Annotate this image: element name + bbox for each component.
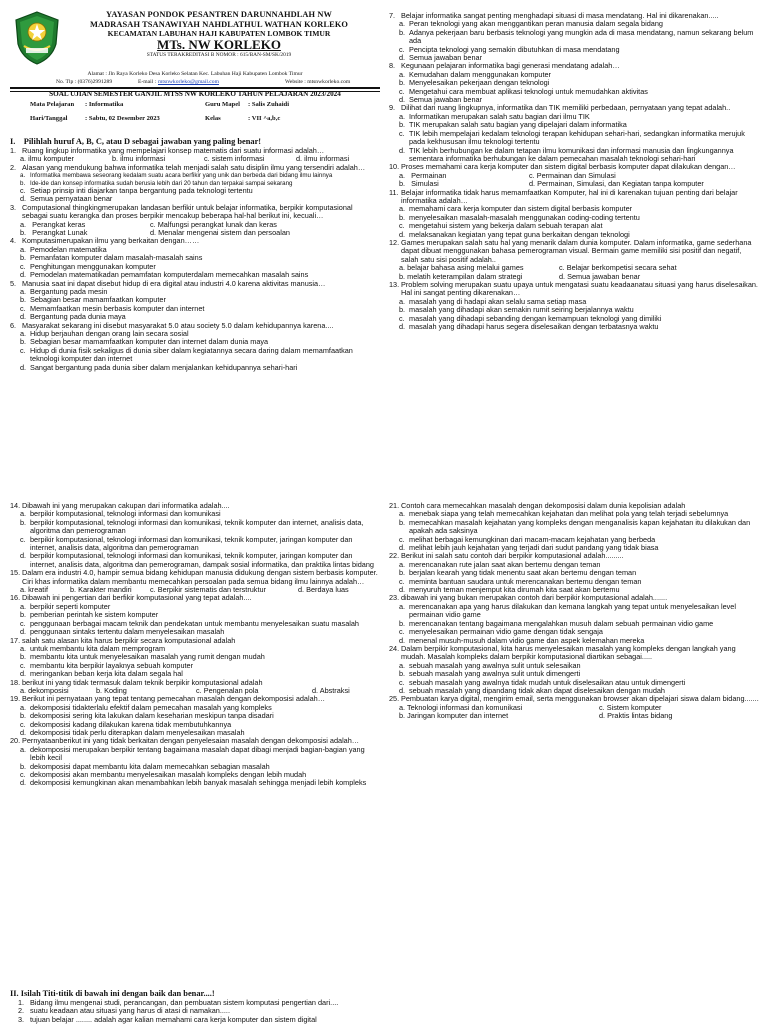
- question-text: Dibawah ini yang merupakan cakupan dari informatika adalah....: [22, 501, 230, 510]
- option-d[interactable]: d. Semua jawaban benar: [389, 96, 759, 104]
- question-text: Belajar informatika tidak harus memamfaatkan Komputer, hal ini di karenakan tujuan penting dari belajar informatika adalah…: [401, 187, 738, 205]
- question-text: Kegunaan pelajaran informatika bagi generasi mendatang adalah…: [401, 61, 620, 71]
- question-number: 25.: [389, 694, 400, 704]
- option-text: TIK lebih berhubungan ke dalam tetapan ilmu komunikasi dan informasi manusia dan lingkungannya sementara informatika berhubungan ke dalam pemecahan masalah teknologi sehari-hari: [409, 145, 734, 163]
- option-b[interactable]: b. Sebagian besar mamamfaatkan komputer dan internet dalam dunia maya: [10, 338, 380, 346]
- option-c[interactable]: c. Malfungsi perangkat lunak dan keras: [150, 219, 277, 229]
- school-address: Alamat : Jln Raya Korleko Desa Korleko Selatan Kec. Labuhan Haji Kabupaten Lombok Timur: [87, 71, 303, 77]
- option-a[interactable]: a. Pemodelan matematika: [10, 246, 380, 254]
- option-c[interactable]: c. Memamfaatkan mesin berbasis komputer dan internet: [10, 305, 380, 313]
- option-a[interactable]: a. Teknologi informasi dan komunikasi: [399, 702, 523, 712]
- option-text: merencanakan tentang bagaimana mengalahkan musuh dalam sebuah permainan vidio game: [409, 618, 714, 628]
- option-c[interactable]: c. berpikir komputasional, teknologi informasi dan komunikasi, teknik komputer, jaringan komputer dan internet, analisis data, algoritma dan pemerograman: [10, 536, 380, 553]
- phone: No. Tlp : (0376)2991289: [56, 79, 113, 85]
- section1-instruction: Pilihlah huruf A, B, C, atau D sebagai jawaban yang paling benar!: [23, 137, 262, 146]
- option-text: Penghitungan menggunakan komputer: [30, 261, 156, 271]
- option-a[interactable]: a. dekomposisi tidakterlalu efektif dalam pemecahan masalah yang kompleks: [10, 704, 380, 712]
- teacher-label: Guru Mapel: [205, 101, 240, 108]
- option-text: Ide-ide dan konsep informatika sudah berusia lebih dari 20 tahun dan terpakai sampai sekarang: [30, 179, 293, 187]
- option-text: TIK lebih mempelajari kedalam teknologi terapan kehidupan sehari-hari, sedangkan informatika merujuk pada kekhususan ilmu teknologi tertentu: [409, 128, 745, 147]
- question-25-options: [389, 704, 759, 721]
- option-text: menyelesaikan masalah-masalah menggunakan coding-coding tertentu: [409, 212, 640, 222]
- option-b[interactable]: b. dekomposisi sering kita lakukan dalam keseharian meskipun tanpa disadari: [10, 712, 380, 720]
- accreditation: STATUS TERAKREDITASI B NOMOR : 615/BAN-SM/SK/2019: [146, 52, 292, 59]
- option-d[interactable]: d. Semua jawaban benar: [389, 54, 759, 62]
- option-c[interactable]: c. Penghitungan menggunakan komputer: [10, 263, 380, 271]
- option-b[interactable]: b. berpikir komputasional, teknologi informasi dan komunikasi, teknik komputer dan internet, analisis data, algoritma dan pemerograman: [10, 519, 380, 536]
- option-text: sebuah masalah yang awalnya sulit untuk selesaikan: [409, 660, 581, 670]
- option-a[interactable]: a. berpikir seperti komputer: [10, 603, 380, 611]
- option-text: Sebagian besar mamamfaatkan komputer dan internet dalam dunia maya: [30, 337, 269, 347]
- option-d[interactable]: d. meringankan beban kerja kita dalam segala hal: [10, 670, 380, 678]
- option-a[interactable]: a. Informatika membawa seseorang kedalam suatu acara berfikir yang unik dan berbeda dari bidang ilmu lainnya: [10, 172, 380, 179]
- question-text: Manusia saat ini dapat disebut hidup di era digital atau industri 4.0 karena aktivitas manusia…: [22, 278, 326, 288]
- option-text: Setiap prinsip inti diajarkan tanpa bergantung pada teknologi tertentu: [30, 186, 253, 196]
- question-number: 16.: [10, 593, 21, 603]
- option-a[interactable]: a. ilmu komputer: [20, 154, 74, 164]
- option-text: Mengetahui cara membuat aplikasi teknologi untuk memudahkan aktivitas: [409, 86, 648, 96]
- option-c[interactable]: c. masalah yang dihadapi sebanding dengan kemampuan teknologi yang dimiliki: [389, 315, 759, 323]
- subject-label: Mata Pelajaran: [30, 101, 75, 108]
- option-a[interactable]: a. masalah yang di hadapi akan selalu sama setiap masa: [389, 298, 759, 306]
- question-number: 23.: [389, 593, 400, 603]
- option-c[interactable]: c. Permainan dan Simulasi: [529, 170, 616, 180]
- option-text: sebuah masalah yang awalnya tidak mudah untuk diselesaikan atau untuk dimengerti: [409, 677, 686, 687]
- option-text: dekomposisi akan membantu menyelesaikan masalah kompleks dengan lebih mudah: [30, 770, 307, 779]
- class-value: : VII ^a,b,c: [248, 115, 281, 122]
- email-label: E-mail :: [138, 79, 157, 85]
- question-number: 8.: [389, 61, 396, 71]
- option-c[interactable]: c. penggunaan berbagai macam teknik dan pendekatan untuk membantu menyelesaikan suatu masalah: [10, 620, 380, 628]
- option-b[interactable]: b. ilmu informasi: [112, 154, 166, 164]
- question-number: 9.: [389, 103, 396, 113]
- date-label: Hari/Tanggal: [30, 115, 68, 122]
- option-text: Semua jawaban benar: [409, 95, 483, 105]
- option-c[interactable]: c. sistem informasi: [204, 154, 265, 164]
- item-text: tujuan belajar ........ adalah agar kalian memahami cara kerja komputer dan sistem digital: [30, 1014, 317, 1024]
- website: Website : mtsnwkorleko.com: [285, 79, 351, 85]
- option-b[interactable]: b. Perangkat Lunak: [20, 228, 88, 238]
- class-label: Kelas: [205, 115, 221, 122]
- option-d[interactable]: d. Praktis lintas bidang: [599, 711, 673, 721]
- option-text: membantu kita untuk menyelesaikan masalah yang rumit dengan mudah: [30, 652, 265, 662]
- column-right-top: [389, 12, 759, 331]
- option-a[interactable]: a. merencanakan rute jalan saat akan bertemu dengan teman: [389, 561, 759, 569]
- option-text: dekomposisi dapat membantu kita dalam memecahkan sebagian masalah: [30, 761, 270, 771]
- option-d[interactable]: d. TIK lebih berhubungan ke dalam tetapan ilmu komunikasi dan informasi manusia dan lingkungannya sementara informatika berhubungan ke dalam pemecahan masalah teknologi sehari-hari: [389, 147, 759, 164]
- option-text: Pemodelan matematikadan pemamfatan komputerdalam memecahkan masalah sains: [30, 270, 309, 280]
- option-text: meminta bantuan saudara untuk merencanakan bertemu dengan teman: [409, 576, 642, 586]
- option-b[interactable]: b. pemberian perintah ke sistem komputer: [10, 611, 380, 619]
- fill-item-3: [10, 1016, 750, 1024]
- option-d[interactable]: d. berpikir komputasional, teknologi informasi dan komunikasi, teknik komputer, jaringan komputer dan internet, analisis data, algoritma dan pemerograman, dampak sosial informatika, dan praktika lintas bidang: [10, 552, 380, 569]
- question-number: 24.: [389, 643, 400, 653]
- date-value: : Sabtu, 02 Desember 2023: [85, 115, 160, 122]
- option-b[interactable]: b. TIK merupakan salah satu bagian yang dipelajari dalam informatika: [389, 121, 759, 129]
- option-d[interactable]: d. menenal musuh-musuh dalam vidio game dan aspek kelemahan mereka: [389, 637, 759, 645]
- option-text: berpikir seperti komputer: [30, 601, 111, 611]
- question-3: [10, 204, 380, 221]
- option-a[interactable]: a. berpikir komputasional, teknologi informasi dan komunikasi: [10, 510, 380, 518]
- option-c[interactable]: c. mengetahui sistem yang bekerja dalam sebuah terapan alat: [389, 222, 759, 230]
- question-15: [10, 569, 380, 586]
- option-text: membantu kita berpikir layaknya sebuah komputer: [30, 660, 194, 670]
- option-a[interactable]: a. Peran teknologi yang akan menggantikan peran manusia dalam segala bidang: [389, 20, 759, 28]
- option-c[interactable]: c. Sistem komputer: [599, 702, 662, 712]
- question-number: 6.: [10, 320, 17, 330]
- option-b[interactable]: b. merencanakan tentang bagaimana mengalahkan musuh dalam sebuah permainan vidio game: [389, 620, 759, 628]
- option-text: berpikir komputasional, teknologi informasi dan komunikasi, teknik komputer, jaringan komputer dan internet, analisis data, algoritma dan pemerograman: [30, 534, 353, 553]
- option-d[interactable]: d. Bergantung pada dunia maya: [10, 313, 380, 321]
- option-text: meringankan beban kerja kita dalam segala hal: [30, 669, 183, 679]
- option-a[interactable]: a. dekomposisi merupakan berpikir tentang bagaimana masalah dapat dibagi menjadi bagian-bagian yang lebih kecil: [10, 746, 380, 763]
- question-text: Dilihat dari ruang lingkupnya, informatika dan TIK memiliki perbedaan, pernyataan yang tepat adalah..: [401, 103, 731, 113]
- question-text: dibawah ini yang bukan merupakan contoh dari berpikir komputasional adalah.......: [401, 593, 668, 603]
- question-number: 17.: [10, 635, 21, 645]
- option-c[interactable]: c. menyelesaikan permainan vidio game dengan tidak sengaja: [389, 628, 759, 636]
- divider-thick: [10, 87, 380, 89]
- question-text: Dalam berpikir komputasional, kita harus menyelesaikan masalah yang kompleks dengan langkah yang mudah. Masalah kompleks dalam berpikir komputasional diartikan sebagai.....: [401, 643, 736, 662]
- option-text: berpikir komputasional, teknologi informasi dan komunikasi, teknik komputer dan internet, analisis data, algoritma dan pemerograman: [30, 517, 364, 536]
- question-text: Berikut ini pernyataan yang tepat tentang pemecahan masalah dengan dekomposisi adalah…: [22, 694, 326, 704]
- option-text: sebuah masalah yang awalnya sulit untuk dimengerti: [409, 669, 581, 679]
- option-a[interactable]: a. Informatikan merupakan salah satu bagian dari ilmu TIK: [389, 113, 759, 121]
- question-12-options: [389, 264, 759, 281]
- option-c[interactable]: c. dekomposisi kadang dilakukan karena tidak membutuhkannya: [10, 721, 380, 729]
- option-text: Permainan: [411, 170, 447, 180]
- option-c[interactable]: c. sebuah masalah yang awalnya tidak mudah untuk diselesaikan atau untuk dimengerti: [389, 679, 759, 687]
- option-a[interactable]: a. Kemudahan dalam menggunakan komputer: [389, 71, 759, 79]
- option-a[interactable]: a. Perangkat keras: [20, 219, 86, 229]
- question-number: 14.: [10, 501, 21, 510]
- option-c[interactable]: c. Mengetahui cara membuat aplikasi teknologi untuk memudahkan aktivitas: [389, 88, 759, 96]
- option-text: Semua pernyataan benar: [30, 194, 113, 204]
- option-c[interactable]: c. Berpikir sistematis dan terstruktur: [150, 585, 266, 595]
- column-left-top: [10, 136, 380, 372]
- question-13: [389, 281, 759, 298]
- question-number: 5.: [10, 278, 17, 288]
- option-b[interactable]: b. berjalan kearah yang tidak menentu saat akan bertemu dengan teman: [389, 569, 759, 577]
- question-number: 2.: [10, 162, 17, 172]
- option-text: Hidup berjauhan dengan orang lain secara sosial: [30, 328, 189, 338]
- option-b[interactable]: b. Pemanfatan komputer dalam masalah-masalah sains: [10, 254, 380, 262]
- option-d[interactable]: d. melaksanakan kegiatan yang tepat guna berkaitan dengan teknologi: [389, 231, 759, 239]
- option-text: menebak siapa yang telah memecahkan kejahatan dan melihat pola yang telah terjadi sebelumnya: [409, 509, 729, 519]
- column-left-bottom: [10, 502, 380, 788]
- option-a[interactable]: a. belajar bahasa asing melalui games: [399, 263, 524, 273]
- option-text: pemberian perintah ke sistem komputer: [30, 610, 159, 620]
- question-number: 18.: [10, 677, 21, 687]
- option-text: merencanakan apa yang harus dilakukan dan kemana langkah yang tepat untuk menyelesaikan level permainan vidio game: [409, 601, 736, 620]
- option-text: dekomposisi tidakterlalu efektif dalam pemecahan masalah yang kompleks: [30, 702, 272, 712]
- question-number: 7.: [389, 11, 396, 20]
- section1-number: I.: [10, 137, 16, 146]
- option-b[interactable]: b. Menyelesaikan pekerjaan dengan teknologi: [389, 79, 759, 87]
- option-text: merencanakan rute jalan saat akan bertemu dengan teman: [409, 559, 601, 569]
- option-b[interactable]: b. memecahkan masalah kejahatan yang kompleks dengan menganalisis kapan kejahatan itu dilakukan dan apakah ada saksinya: [389, 519, 759, 536]
- option-text: menyelesaikan permainan vidio game dengan tidak sengaja: [409, 627, 603, 637]
- question-10-options: [389, 172, 759, 189]
- option-text: Pencipta teknologi yang semakin dibutuhkan di masa mendatang: [409, 44, 620, 54]
- option-c[interactable]: c. melihat berbagai kemungkinan dari macam-macam kejahatan yang berbeda: [389, 536, 759, 544]
- option-a[interactable]: a. dekomposisi: [20, 685, 69, 695]
- question-text: Proses memahami cara kerja komputer dan sistem digital berbasis komputer dapat dilakukan dengan…: [401, 162, 736, 172]
- question-12: [389, 239, 759, 264]
- letterhead-text: [58, 10, 380, 59]
- option-c[interactable]: c. Belajar berkompetisi secara sehat: [559, 263, 677, 273]
- letterhead: [10, 8, 380, 85]
- option-c[interactable]: c. Hidup di dunia fisik sekaligus di dunia siber dalam kegiatannya secara daring dalam memamfaatkan teknologi komputer dan internet: [10, 347, 380, 364]
- option-a[interactable]: a. kreatif: [20, 585, 48, 595]
- option-d[interactable]: d. Abstraksi: [312, 685, 350, 695]
- column-right-bottom: [389, 502, 759, 721]
- option-text: Pemodelan matematika: [30, 244, 107, 254]
- option-a[interactable]: a. merencanakan apa yang harus dilakukan dan kemana langkah yang tepat untuk menyelesaikan level permainan vidio game: [389, 603, 759, 620]
- option-b[interactable]: b. Adanya pekerjaan baru berbasis teknologi yang mungkin ada di masa mendatang, namun sekarang belum ada: [389, 29, 759, 46]
- question-text: salah satu alasan kita harus berpikir secara komputasional adalah: [22, 635, 236, 645]
- option-text: berpikir komputasional, teknologi informasi dan komunikasi: [30, 509, 221, 519]
- option-a[interactable]: a. menebak siapa yang telah memecahkan kejahatan dan melihat pola yang telah terjadi sebelumnya: [389, 510, 759, 518]
- option-b[interactable]: b. dekomposisi dapat membantu kita dalam memecahkan sebagian masalah: [10, 763, 380, 771]
- option-text: penggunaan berbagai macam teknik dan pendekatan untuk membantu menyelesaikan suatu masalah: [30, 618, 359, 628]
- option-text: Peran teknologi yang akan menggantikan peran manusia dalam segala bidang: [409, 19, 663, 29]
- option-text: Perangkat Lunak: [32, 228, 88, 238]
- option-c[interactable]: c. Pengenalan pola: [196, 685, 259, 695]
- option-text: Menyelesaikan pekerjaan dengan teknologi: [409, 78, 550, 88]
- question-text: Masyarakat sekarang ini disebut masyarakat 5.0 atau society 5.0 dalam kehidupannya karena....: [22, 320, 334, 330]
- exam-title: SOAL UJIAN SEMESTER GANJIL MTSS NW KORLEKO TAHUN PELAJARAN 2023/2024: [49, 90, 341, 98]
- question-text: Berikut ini salah satu contoh dari berpikir komputasional adalah.........: [401, 551, 624, 561]
- school-name: MTs. NW KORLEKO: [157, 37, 281, 53]
- question-24: [389, 645, 759, 662]
- district-name: KECAMATAN LABUHAN HAJI KABUPATEN LOMBOK TIMUR: [107, 29, 331, 39]
- option-d[interactable]: d. ilmu informasi: [296, 154, 350, 164]
- option-b[interactable]: b. Ide-ide dan konsep informatika sudah berusia lebih dari 20 tahun dan terpakai sampai sekarang: [10, 180, 380, 187]
- option-text: penggunaan sintaks tertentu dalam menyelesaikan masalah: [30, 627, 225, 637]
- option-c[interactable]: c. Setiap prinsip inti diajarkan tanpa bergantung pada teknologi tertentu: [10, 187, 380, 195]
- option-text: melaksanakan kegiatan yang tepat guna berkaitan dengan teknologi: [409, 229, 630, 239]
- item-text: Bidang ilmu mengenai studi, perancangan, dan pembuatan sistem komputasi pengertian dari....: [30, 998, 339, 1007]
- option-b[interactable]: b. Koding: [96, 685, 127, 695]
- question-text: Dalam era industri 4.0, hampir semua bidang kehidupan manusia didukung dengan sistem berbasis komputer. Ciri khas informatika dalam membantu memecahkan persoalan pada semua bidang ilmu lainnya adalah…: [22, 568, 378, 586]
- question-text: Komputasimerupakan ilmu yang berkaitan dengan……: [22, 236, 200, 246]
- item-number: 2.: [18, 1006, 25, 1016]
- option-text: Simulasi: [411, 179, 439, 189]
- option-text: masalah yang dihadapi harus segera diselesaikan dengan terbatasnya waktu: [409, 322, 659, 332]
- option-d[interactable]: d. Pemodelan matematikadan pemamfatan komputerdalam memecahkan masalah sains: [10, 271, 380, 279]
- option-a[interactable]: a. Permainan: [399, 170, 447, 180]
- question-text: berikut ini yang tidak termasuk dalam teknik berpikir komputasional adalah: [22, 677, 263, 687]
- option-text: berjalan kearah yang tidak menentu saat akan bertemu dengan teman: [409, 568, 637, 578]
- option-text: TIK merupakan salah satu bagian yang dipelajari dalam informatika: [409, 120, 627, 130]
- option-text: Adanya pekerjaan baru berbasis teknologi yang mungkin ada di masa mendatang, namun sekarang belum ada: [409, 27, 754, 46]
- question-text: Dibawah ini pengertian dari berfikir komputasional yang tepat adalah....: [22, 593, 252, 603]
- option-text: Bergantung pada dunia maya: [30, 312, 126, 322]
- option-d[interactable]: d. Semua jawaban benar: [559, 271, 641, 281]
- question-2: [10, 164, 380, 172]
- item-text: suatu keadaan atau situasi yang harus di atasi di namakan.....: [30, 1006, 230, 1016]
- option-text: masalah yang di hadapi akan selalu sama setiap masa: [409, 296, 587, 306]
- question-text: Problem solving merupakan suatu upaya untuk mengatasi suatu keadaanatau situasi yang harus diselesaikan. Hal ini sangat penting dikarenakan…: [401, 280, 758, 298]
- option-text: mengetahui sistem yang bekerja dalam sebuah terapan alat: [409, 221, 603, 231]
- section2: [10, 988, 750, 1024]
- question-text: Computasional thingkingmerupakan landasan berfikir untuk belajar informatika, berpikir komputasional sebagai suatu kerangka dan proses berpikir mencakup beberapa hal-hal berikut ini, kecuali…: [22, 202, 353, 221]
- option-d[interactable]: d. penggunaan sintaks tertentu dalam menyelesaikan masalah: [10, 628, 380, 636]
- question-number: 21.: [389, 501, 400, 510]
- option-d[interactable]: d. Sangat bergantung pada dunia siber dalam menjalankan kehidupannya sehari-hari: [10, 364, 380, 372]
- option-text: masalah yang dihadapi sebanding dengan kemampuan teknologi yang dimiliki: [409, 313, 662, 323]
- option-text: sebuah masalah yang dipandang tidak akan dapat diselesaikan dengan mudah: [409, 685, 665, 695]
- option-c[interactable]: c. TIK lebih mempelajari kedalam teknologi terapan kehidupan sehari-hari, sedangkan informatika merujuk pada kekhususan ilmu teknologi tertentu: [389, 130, 759, 147]
- option-d[interactable]: d. menyuruh teman menjemput kita dirumah kita saat akan bertemu: [389, 586, 759, 594]
- option-d[interactable]: d. dekomposisi kemungkinan akan menambahkan lebih banyak masalah sehingga menjadi lebih kompleks: [10, 779, 380, 787]
- option-d[interactable]: d. dekomposisi tidak perlu diterapkan dalam menyelesaikan masalah: [10, 729, 380, 737]
- question-11: [389, 189, 759, 206]
- option-a[interactable]: a. Bergantung pada mesin: [10, 288, 380, 296]
- option-text: memahami cara kerja komputer dan sistem digital berbasis komputer: [409, 204, 633, 214]
- question-text: Games merupakan salah satu hal yang menarik dalam dunia komputer. Dalam informatika, game sederhana dapat dibuat menggunakan bahasa pemerograman visual. Bermain game memiliki sisi positif dan negatif, salah satu sisi positif adalah..: [401, 237, 752, 264]
- option-d[interactable]: d. melihat lebih jauh kejahatan yang terjadi dari sudut pandang yang tidak biasa: [389, 544, 759, 552]
- option-text: Sangat bergantung pada dunia siber dalam menjalankan kehidupannya sehari-hari: [30, 362, 298, 372]
- question-text: Belajar informatika sangat penting menghadapi situasi di masa mendatang. Hal ini dikarenakan.....: [401, 11, 719, 20]
- question-number: 13.: [389, 280, 400, 289]
- option-text: Perangkat keras: [32, 219, 86, 229]
- question-text: Contoh cara memecahkan masalah dengan dekomposisi dalam dunia kepolisian adalah: [401, 501, 686, 510]
- question-text: Pernyataanberikut ini yang tidak berkaitan dengan penyelesaian masalah dengan dekomposisi adalah…: [22, 736, 360, 746]
- option-text: memecahkan masalah kejahatan yang kompleks dengan menganalisis kapan kejahatan itu dilakukan dan apakah ada saksinya: [409, 517, 751, 536]
- option-b[interactable]: b. Karakter mandiri: [70, 585, 132, 595]
- option-d[interactable]: d. Permainan, Simulasi, dan Kegiatan tanpa komputer: [529, 179, 704, 189]
- option-text: dekomposisi kemungkinan akan menambahkan lebih banyak masalah sehingga menjadi lebih kompleks: [30, 778, 367, 788]
- question-number: 12.: [389, 237, 400, 247]
- option-c[interactable]: c. dekomposisi akan membantu menyelesaikan masalah kompleks dengan lebih mudah: [10, 771, 380, 779]
- option-text: Hidup di dunia fisik sekaligus di dunia siber dalam kegiatannya secara daring dalam memamfaatkan teknologi komputer dan internet: [30, 345, 353, 364]
- option-d[interactable]: d. Menalar mengenai sistem dan persoalan: [150, 228, 290, 238]
- option-a[interactable]: a. memahami cara kerja komputer dan sistem digital berbasis komputer: [389, 205, 759, 213]
- question-text: Pembuatan karya digital, mengirim email, serta menggunakan browser akan dipelajari siswa dalam bidang.......: [401, 694, 759, 704]
- question-number: 4.: [10, 236, 17, 246]
- question-number: 3.: [10, 202, 17, 212]
- option-b[interactable]: b. sebuah masalah yang awalnya sulit untuk dimengerti: [389, 670, 759, 678]
- option-text: dekomposisi tidak perlu diterapkan dalam menyelesaikan masalah: [30, 727, 245, 737]
- option-text: dekomposisi sering kita lakukan dalam keseharian meskipun tanpa disadari: [30, 711, 274, 721]
- option-a[interactable]: a. sebuah masalah yang awalnya sulit untuk selesaikan: [389, 662, 759, 670]
- option-text: menyuruh teman menjemput kita dirumah kita saat akan bertemu: [409, 585, 620, 595]
- option-text: dekomposisi kadang dilakukan karena tidak membutuhkannya: [30, 719, 232, 729]
- question-number: 1.: [10, 146, 17, 155]
- option-c[interactable]: c. membantu kita berpikir layaknya sebuah komputer: [10, 662, 380, 670]
- option-text: melihat berbagai kemungkinan dari macam-macam kejahatan yang berbeda: [409, 534, 656, 544]
- option-b[interactable]: b. melatih keterampilan dalam strategi: [399, 271, 523, 281]
- option-d[interactable]: d. sebuah masalah yang dipandang tidak akan dapat diselesaikan dengan mudah: [389, 687, 759, 695]
- option-text: Informatika membawa seseorang kedalam suatu acara berfikir yang unik dan berbeda dari bidang ilmu lainnya: [30, 172, 333, 180]
- school-logo-icon: [12, 10, 62, 66]
- option-d[interactable]: d. masalah yang dihadapi harus segera diselesaikan dengan terbatasnya waktu: [389, 323, 759, 331]
- option-text: Pemanfatan komputer dalam masalah-masalah sains: [30, 253, 203, 263]
- option-text: Memamfaatkan mesin berbasis komputer dan internet: [30, 303, 205, 313]
- option-text: dekomposisi merupakan berpikir tentang bagaimana masalah dapat dibagi menjadi bagian-bagian yang lebih kecil: [30, 744, 365, 763]
- option-d[interactable]: d. Semua pernyataan benar: [10, 195, 380, 203]
- option-text: Bergantung pada mesin: [30, 286, 108, 296]
- option-text: untuk membantu kita dalam memprogram: [30, 643, 166, 653]
- option-c[interactable]: c. meminta bantuan saudara untuk merencanakan bertemu dengan teman: [389, 578, 759, 586]
- option-b[interactable]: b. menyelesaikan masalah-masalah menggunakan coding-coding tertentu: [389, 214, 759, 222]
- item-number: 1.: [18, 998, 25, 1007]
- question-number: 10.: [389, 162, 400, 172]
- option-c[interactable]: c. Pencipta teknologi yang semakin dibutuhkan di masa mendatang: [389, 46, 759, 54]
- option-b[interactable]: b. masalah yang dihadapi akan semakin rumit seiring berjalannya waktu: [389, 306, 759, 314]
- question-number: 15.: [10, 568, 21, 578]
- foundation-name: YAYASAN PONDOK PESANTREN DARUNNAHDLAH NW: [106, 10, 332, 19]
- option-a[interactable]: a. untuk membantu kita dalam memprogram: [10, 645, 380, 653]
- option-text: Sebagian besar mamamfaatkan komputer: [30, 295, 166, 305]
- item-number: 3.: [18, 1014, 25, 1024]
- teacher-value: : Salis Zuhaidi: [248, 101, 290, 108]
- subject-value: : Informatika: [85, 101, 124, 108]
- option-b[interactable]: b. Jaringan komputer dan internet: [399, 711, 509, 721]
- option-a[interactable]: a. Hidup berjauhan dengan orang lain secara sosial: [10, 330, 380, 338]
- option-text: berpikir komputasional, teknologi informasi dan komunikasi, teknik komputer, jaringan komputer dan internet, analisis data, algoritma dan pemerograman, dampak sosial informatika, dan praktika lintas bidang: [30, 551, 374, 569]
- option-text: Informatikan merupakan salah satu bagian dari ilmu TIK: [409, 111, 590, 121]
- question-text: Alasan yang mendukung bahwa informatika telah menjadi salah satu disiplin ilmu yang tersendiri adalah…: [22, 162, 366, 172]
- option-text: Kemudahan dalam menggunakan komputer: [409, 69, 551, 79]
- option-b[interactable]: b. Sebagian besar mamamfaatkan komputer: [10, 296, 380, 304]
- madrasah-name: MADRASAH TSANAWIYAH NAHDLATHUL WATHAN KORLEKO: [89, 19, 349, 29]
- question-number: 20.: [10, 736, 21, 746]
- option-d[interactable]: d. Berdaya luas: [298, 585, 349, 595]
- option-text: Semua jawaban benar: [409, 53, 483, 63]
- question-number: 11.: [389, 187, 399, 197]
- section2-heading: II. Isilah Titi-titik di bawah ini dengan baik dan benar....!: [10, 989, 215, 998]
- question-text: Ruang lingkup informatika yang mempelajari konsep matematis dari suatu informasi adalah…: [22, 146, 325, 155]
- option-text: menenal musuh-musuh dalam vidio game dan aspek kelemahan mereka: [409, 635, 645, 645]
- question-number: 19.: [10, 694, 21, 704]
- option-text: melihat lebih jauh kejahatan yang terjadi dari sudut pandang yang tidak biasa: [409, 543, 659, 553]
- question-number: 22.: [389, 551, 400, 561]
- option-text: masalah yang dihadapi akan semakin rumit seiring berjalannya waktu: [409, 305, 634, 315]
- question-3-options: [10, 221, 380, 238]
- option-b[interactable]: b. membantu kita untuk menyelesaikan masalah yang rumit dengan mudah: [10, 653, 380, 661]
- email-link[interactable]: mtsnwkorleko@gmail.com: [158, 79, 219, 85]
- option-b[interactable]: b. Simulasi: [399, 179, 439, 189]
